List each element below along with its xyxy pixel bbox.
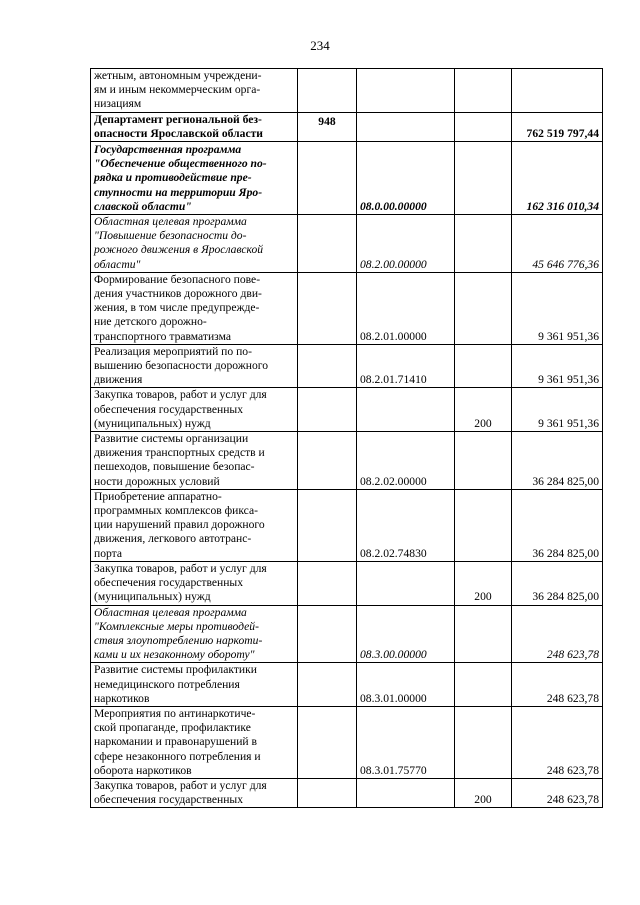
row-sum-cell: 762 519 797,44 — [512, 112, 603, 141]
row-csr-cell: 08.2.02.00000 — [357, 432, 455, 490]
budget-table — [90, 68, 603, 808]
row-vr-cell: 200 — [455, 388, 512, 432]
row-sum-cell — [512, 69, 603, 113]
table-row — [91, 605, 603, 663]
row-sum-cell: 248 623,78 — [512, 778, 603, 807]
table-row — [91, 706, 603, 778]
row-sum-cell: 9 361 951,36 — [512, 388, 603, 432]
row-name-cell: Формирование безопасного пове- дения участников дорожного дви- жения, в том числе предупрежде- ние детского дорожно- транспортного травматизма — [91, 272, 298, 344]
row-dept-cell — [298, 561, 357, 605]
row-dept-cell — [298, 489, 357, 561]
row-csr-cell — [357, 778, 455, 807]
row-csr-cell: 08.3.01.75770 — [357, 706, 455, 778]
row-sum-cell: 45 646 776,36 — [512, 215, 603, 273]
row-csr-cell: 08.3.01.00000 — [357, 663, 455, 707]
row-vr-cell — [455, 489, 512, 561]
row-sum-cell: 248 623,78 — [512, 706, 603, 778]
row-vr-cell — [455, 344, 512, 388]
row-csr-cell — [357, 561, 455, 605]
table-row — [91, 344, 603, 388]
row-name-cell: Мероприятия по антинаркотиче- ской пропаганде, профилактике наркомании и правонарушений в сфере незаконного потребления и оборота наркотиков — [91, 706, 298, 778]
row-sum-cell: 36 284 825,00 — [512, 489, 603, 561]
row-dept-cell — [298, 344, 357, 388]
row-vr-cell: 200 — [455, 561, 512, 605]
row-csr-cell: 08.0.00.00000 — [357, 142, 455, 215]
row-csr-cell: 08.2.01.00000 — [357, 272, 455, 344]
row-dept-cell: 948 — [298, 112, 357, 141]
row-name-cell: Реализация мероприятий по по- вышению безопасности дорожного движения — [91, 344, 298, 388]
row-name-cell: Развитие системы профилактики немедицинского потребления наркотиков — [91, 663, 298, 707]
row-dept-cell — [298, 706, 357, 778]
row-vr-cell — [455, 272, 512, 344]
row-sum-cell: 36 284 825,00 — [512, 432, 603, 490]
row-vr-cell — [455, 112, 512, 141]
row-dept-cell — [298, 69, 357, 113]
row-dept-cell — [298, 605, 357, 663]
row-csr-cell: 08.2.00.00000 — [357, 215, 455, 273]
row-sum-cell: 9 361 951,36 — [512, 272, 603, 344]
row-vr-cell — [455, 215, 512, 273]
row-vr-cell — [455, 663, 512, 707]
table-row — [91, 69, 603, 113]
row-csr-cell — [357, 112, 455, 141]
row-name-cell: жетным, автономным учреждени- ям и иным некоммерческим орга- низациям — [91, 69, 298, 113]
row-name-cell: Областная целевая программа "Повышение безопасности до- рожного движения в Ярославской области" — [91, 215, 298, 273]
row-sum-cell: 9 361 951,36 — [512, 344, 603, 388]
row-name-cell: Приобретение аппаратно- программных комплексов фикса- ции нарушений правил дорожного движения, легкового автотранс- порта — [91, 489, 298, 561]
row-name-cell: Областная целевая программа "Комплексные меры противодей- ствия злоупотреблению наркоти- ками и их незаконному обороту" — [91, 605, 298, 663]
row-dept-cell — [298, 388, 357, 432]
row-dept-cell — [298, 142, 357, 215]
table-row — [91, 489, 603, 561]
table-row — [91, 142, 603, 215]
row-vr-cell — [455, 69, 512, 113]
row-vr-cell — [455, 706, 512, 778]
row-dept-cell — [298, 432, 357, 490]
row-csr-cell: 08.2.01.71410 — [357, 344, 455, 388]
table-row — [91, 215, 603, 273]
table-row — [91, 561, 603, 605]
row-csr-cell: 08.2.02.74830 — [357, 489, 455, 561]
row-sum-cell: 36 284 825,00 — [512, 561, 603, 605]
row-dept-cell — [298, 663, 357, 707]
table-row — [91, 778, 603, 807]
row-dept-cell — [298, 778, 357, 807]
table-row — [91, 432, 603, 490]
page-number: 234 — [310, 38, 330, 53]
row-name-cell: Закупка товаров, работ и услуг для обеспечения государственных (муниципальных) нужд — [91, 388, 298, 432]
row-sum-cell: 162 316 010,34 — [512, 142, 603, 215]
table-row — [91, 112, 603, 141]
row-name-cell: Государственная программа "Обеспечение общественного по- рядка и противодействие пре- ступности на территории Яро- славской области" — [91, 142, 298, 215]
row-name-cell: Департамент региональной без- опасности Ярославской области — [91, 112, 298, 141]
row-dept-cell — [298, 215, 357, 273]
row-vr-cell — [455, 432, 512, 490]
table-row — [91, 272, 603, 344]
table-row — [91, 388, 603, 432]
row-name-cell: Закупка товаров, работ и услуг для обеспечения государственных — [91, 778, 298, 807]
row-sum-cell: 248 623,78 — [512, 663, 603, 707]
row-name-cell: Закупка товаров, работ и услуг для обеспечения государственных (муниципальных) нужд — [91, 561, 298, 605]
row-vr-cell — [455, 142, 512, 215]
row-vr-cell — [455, 605, 512, 663]
table-row — [91, 663, 603, 707]
row-csr-cell — [357, 69, 455, 113]
row-sum-cell: 248 623,78 — [512, 605, 603, 663]
row-name-cell: Развитие системы организации движения транспортных средств и пешеходов, повышение безопас- ности дорожных условий — [91, 432, 298, 490]
row-vr-cell: 200 — [455, 778, 512, 807]
row-csr-cell: 08.3.00.00000 — [357, 605, 455, 663]
row-csr-cell — [357, 388, 455, 432]
budget-table-body — [91, 69, 603, 808]
row-dept-cell — [298, 272, 357, 344]
